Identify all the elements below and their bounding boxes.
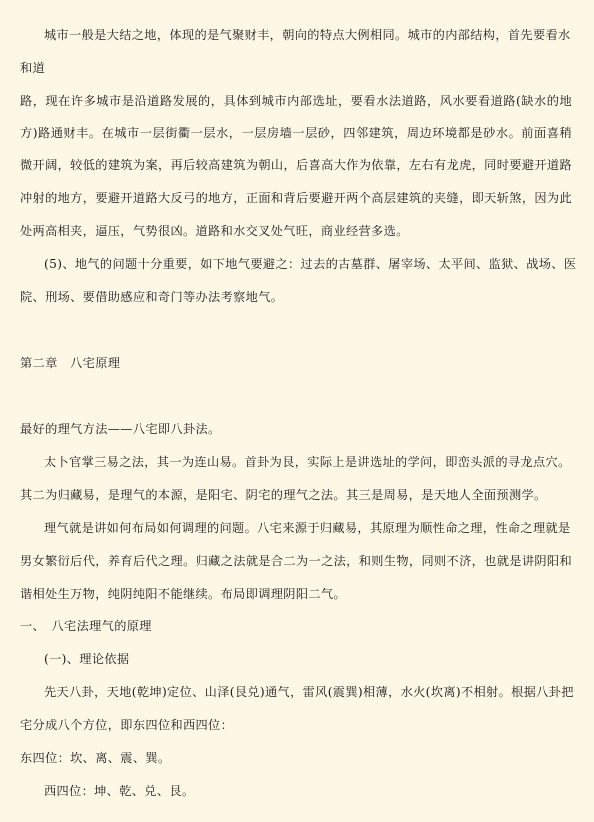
paragraph-line: 方)路通财丰。在城市一层街衢一层水，一层房墙一层砂，四邻建筑，周边环境都是砂水。前面喜稍	[20, 126, 572, 140]
paragraph-line: 宅分成八个方位，即东四位和西四位：	[20, 718, 234, 732]
paragraph-line: 理气就是讲如何布局如何调理的问题。八宅来源于归藏易，其原理为顺性命之理，性命之理就是	[44, 521, 571, 535]
paragraph-line: 先天八卦，天地(乾坤)定位、山泽(艮兑)通气，雷风(震巽)相薄，水火(坎离)不相射。根据八卦把	[44, 685, 574, 699]
subsection-heading: (一)、理论依据	[44, 652, 130, 666]
paragraph-line: 太卜官掌三易之法，其一为连山易。首卦为艮，实际上是讲选址的学问，即峦头派的寻龙点穴。	[44, 455, 571, 469]
paragraph-line: 最好的理气方法——八宅即八卦法。	[20, 422, 221, 436]
paragraph-line: 微开阔，较低的建筑为案，再后较高建筑为朝山，后喜高大作为依靠，左右有龙虎，同时要避开道路	[20, 158, 572, 172]
paragraph-line: 路，现在许多城市是沿道路发展的，具体到城市内部选址，要看水法道路，风水要看道路(缺水的地	[20, 94, 572, 108]
chapter-heading: 第二章 八宅原理	[20, 356, 121, 370]
paragraph-line: 谐相处生万物，纯阴纯阳不能继续。布局即调理阴阳二气。	[20, 587, 346, 601]
paragraph-line: 其二为归藏易，是理气的本源，是阳宅、阴宅的理气之法。其三是周易，是天地人全面预测学。	[20, 488, 547, 502]
paragraph-line: (5)、地气的问题十分重要，如下地气要避之：过去的古墓群、屠宰场、太平间、监狱、战场、医	[44, 257, 577, 271]
section-heading: 一、 八宅法理气的原理	[20, 619, 152, 633]
paragraph-line: 处两高相夹，逼压，气势很凶。道路和水交叉处气旺，商业经营多选。	[20, 224, 409, 238]
paragraph-line: 冲射的地方，要避开道路大反弓的地方，正面和背后要避开两个高层建筑的夹缝，即天斩煞，因为此	[20, 191, 572, 205]
paragraph-line: 和道	[20, 61, 46, 75]
paragraph-line: 院、刑场、要借助感应和奇门等办法考察地气。	[20, 290, 284, 304]
paragraph-line: 男女繁衍后代，养育后代之理。归藏之法就是合二为一之法，和则生物，同则不济，也就是讲阴阳和	[20, 554, 572, 568]
paragraph-line: 东四位：坎、离、震、巽。	[20, 751, 171, 765]
paragraph-line: 城市一般是大结之地，体现的是气聚财丰，朝向的特点大例相同。城市的内部结构，首先要看水	[44, 28, 571, 42]
paragraph-line: 西四位：坤、乾、兑、艮。	[44, 784, 195, 798]
